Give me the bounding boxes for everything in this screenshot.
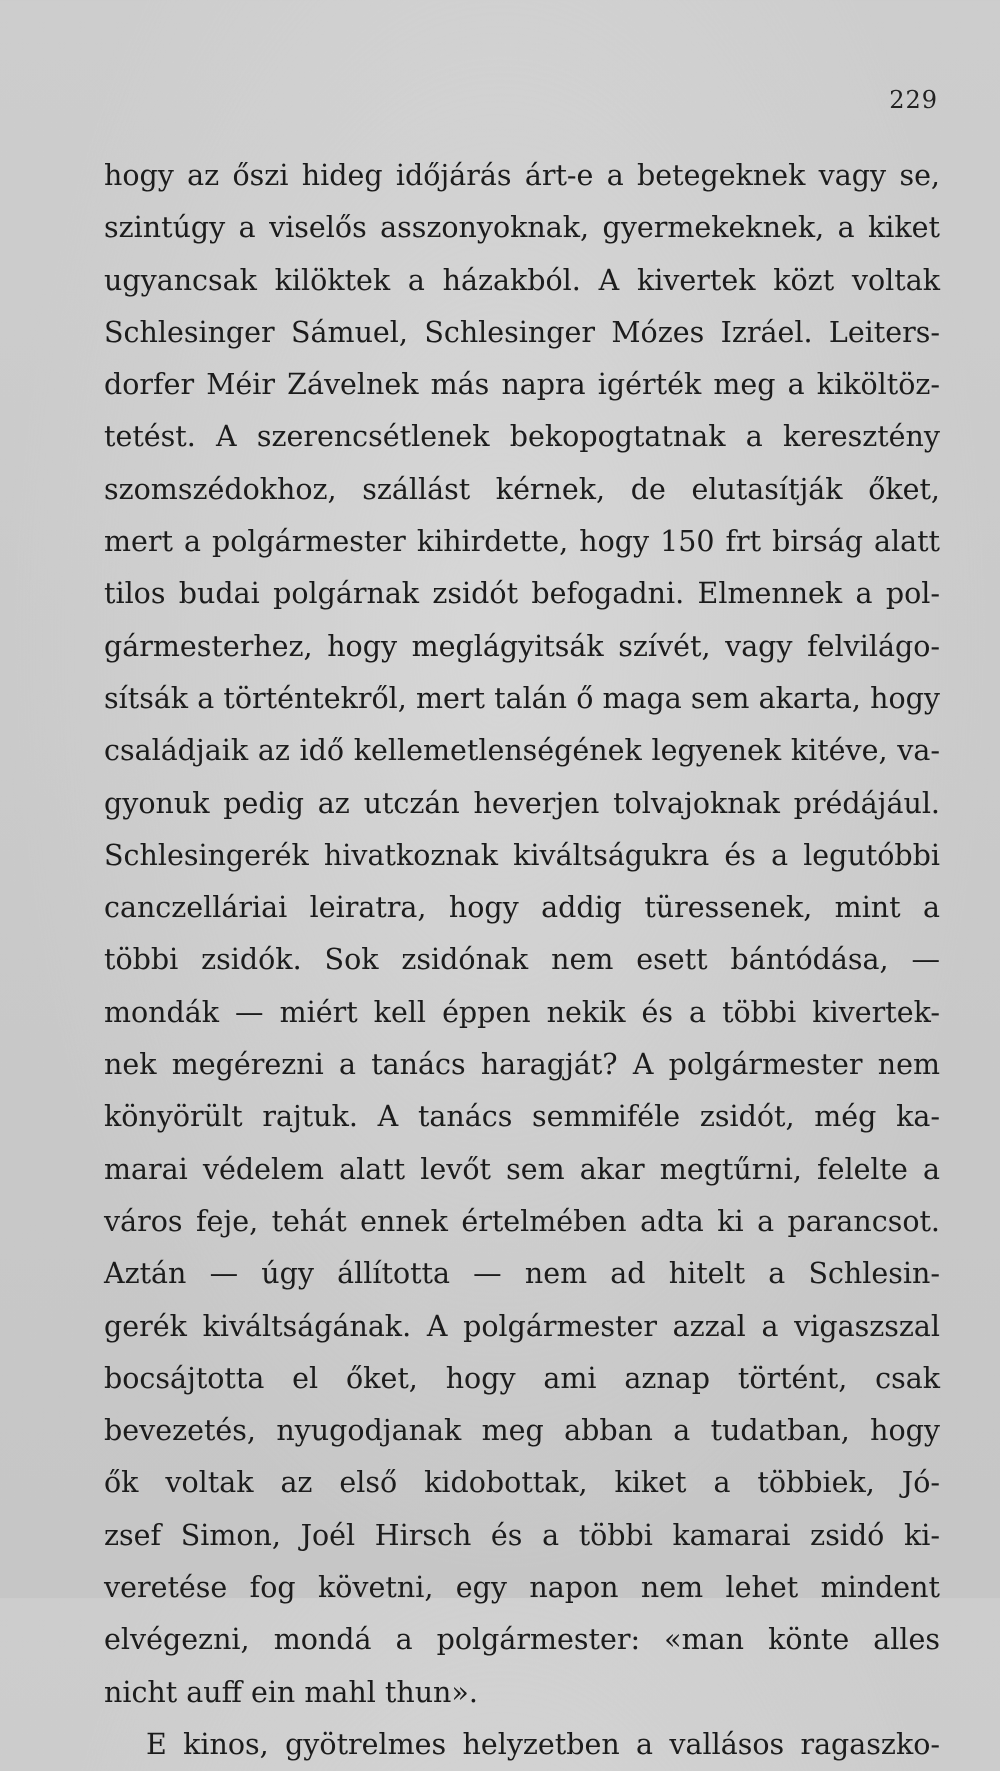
text-line: gerék kiváltságának. A polgármester azzal a vigaszszal <box>104 1309 940 1343</box>
text-line: hogy az őszi hideg időjárás árt-e a betegeknek vagy se, <box>104 159 940 192</box>
text-line: ők voltak az első kidobottak, kiket a többiek, Jó- <box>104 1466 940 1500</box>
text-line: tilos budai polgárnak zsidót befogadni. Elmennek a pol- <box>104 577 940 611</box>
text-line: canczelláriai leiratra, hogy addig türessenek, mint a <box>104 891 940 925</box>
text-line: Schlesingerék hivatkoznak kiváltságukra és a legutóbbi <box>104 838 940 872</box>
text-line: többi zsidók. Sok zsidónak nem esett bántódása, — <box>104 943 940 977</box>
text-line: nek megérezni a tanács haragját? A polgármester nem <box>104 1048 940 1082</box>
text-line: elvégezni, mondá a polgármester: «man könte alles <box>104 1623 940 1657</box>
text-line: sítsák a történtekről, mert talán ő maga sem akarta, hogy <box>104 681 940 715</box>
text-line: bevezetés, nyugodjanak meg abban a tudatban, hogy <box>104 1414 940 1448</box>
text-line: mondák — miért kell éppen nekik és a többi kivertek- <box>104 995 940 1029</box>
text-line: Aztán — úgy állította — nem ad hitelt a Schlesin- <box>104 1257 940 1291</box>
text-line: gyonuk pedig az utczán heverjen tolvajoknak prédájául. <box>104 786 940 820</box>
page-number: 229 <box>889 86 938 114</box>
text-line: veretése fog követni, egy napon nem lehet mindent <box>104 1571 940 1605</box>
text-line: bocsájtotta el őket, hogy ami aznap történt, csak <box>104 1361 940 1395</box>
text-line: dorfer Méir Závelnek más napra igérték meg a kiköltöz- <box>104 368 940 402</box>
text-line: város feje, tehát ennek értelmében adta ki a parancsot. <box>104 1204 940 1238</box>
text-line: mert a polgármester kihirdette, hogy 150 frt birság alatt <box>104 525 940 559</box>
text-line: gármesterhez, hogy meglágyitsák szívét, vagy felvilágo- <box>104 629 940 663</box>
text-line: Schlesinger Sámuel, Schlesinger Mózes Izráel. Leiters- <box>104 315 940 349</box>
text-line: tetést. A szerencsétlenek bekopogtatnak a keresztény <box>104 420 940 454</box>
text-line: ugyancsak kilöktek a házakból. A kivertek közt voltak <box>104 263 940 297</box>
text-line: szintúgy a viselős asszonyoknak, gyermekeknek, a kiket <box>104 211 940 245</box>
text-line: nicht auff ein mahl thun». <box>104 1675 478 1709</box>
text-line: E kinos, gyötrelmes helyzetben a vallásos ragaszko- <box>146 1727 940 1761</box>
text-line: marai védelem alatt levőt sem akar megtűrni, felelte a <box>104 1152 940 1186</box>
text-line: szomszédokhoz, szállást kérnek, de elutasítják őket, <box>104 472 940 506</box>
text-line: zsef Simon, Joél Hirsch és a többi kamarai zsidó ki- <box>104 1518 940 1552</box>
text-line: családjaik az idő kellemetlenségének legyenek kitéve, va- <box>104 734 940 768</box>
body-text <box>104 150 940 1771</box>
text-line: könyörült rajtuk. A tanács semmiféle zsidót, még ka- <box>104 1100 940 1134</box>
